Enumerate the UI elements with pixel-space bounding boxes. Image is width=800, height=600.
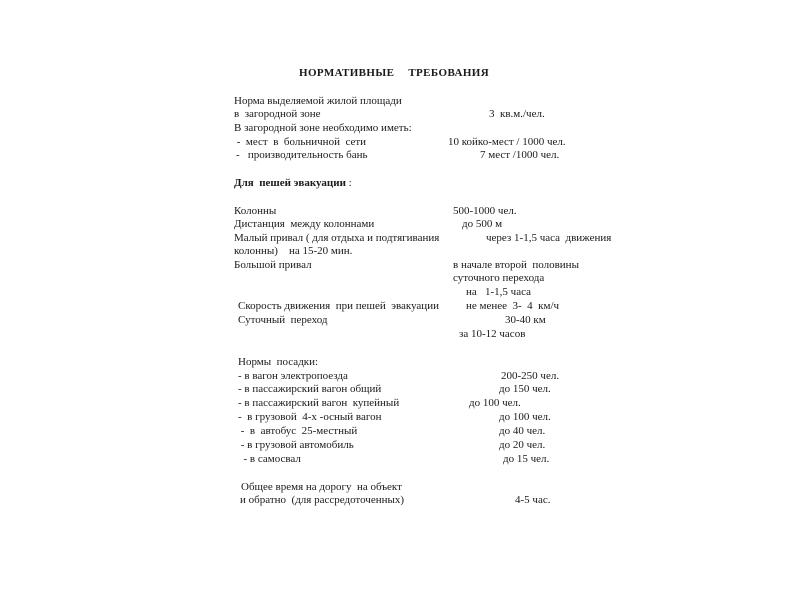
small-halt-continuation: колонны) на 15-20 мин. (234, 245, 353, 257)
daily-march-value-2: за 10-12 часов (459, 328, 526, 340)
boarding-row-label: - в вагон электропоезда (238, 370, 348, 382)
housing-line-2-label: в загородной зоне (234, 108, 321, 120)
evacuation-heading-rest: : (345, 177, 352, 189)
distance-value: до 500 м (462, 218, 503, 230)
speed-value: не менее 3- 4 км/ч (466, 300, 560, 312)
evacuation-heading-bold: Для пешей эвакуации (234, 177, 346, 189)
boarding-row-value: до 150 чел. (499, 383, 551, 395)
total-time-line-1: Общее время на дорогу на объект (241, 481, 402, 493)
housing-line-4-value: 10 койко-мест / 1000 чел. (448, 136, 566, 148)
speed-label: Скорость движения при пешей эвакуации (238, 300, 439, 312)
daily-march-value-1: 30-40 км (505, 314, 546, 326)
small-halt-label: Малый привал ( для отдыха и подтягивания (234, 232, 440, 244)
housing-line-4-label: - мест в больничной сети (234, 136, 367, 148)
big-halt-label: Большой привал (234, 259, 312, 271)
boarding-row-label: - в пассажирский вагон купейный (238, 397, 400, 409)
boarding-row-value: 200-250 чел. (501, 370, 560, 382)
daily-march-label: Суточный переход (238, 314, 328, 326)
boarding-row-value: до 100 чел. (499, 411, 551, 423)
boarding-row-label: - в пассажирский вагон общий (238, 383, 382, 395)
housing-line-5-value: 7 мест /1000 чел. (480, 149, 560, 161)
big-halt-value-2: суточного перехода (453, 272, 545, 284)
housing-line-3: В загородной зоне необходимо иметь: (234, 122, 412, 134)
boarding-row-value: до 40 чел. (499, 425, 546, 437)
big-halt-value-1: в начале второй половины (453, 259, 579, 271)
boarding-row-label: - в автобус 25-местный (238, 425, 358, 437)
boarding-row-value: до 20 чел. (499, 439, 546, 451)
big-halt-value-3: на 1-1,5 часа (466, 286, 531, 298)
boarding-row-label: - в самосвал (238, 453, 301, 465)
title-word-2: ТРЕБОВАНИЯ (408, 67, 490, 79)
total-time-line-2-value: 4-5 час. (515, 494, 551, 506)
boarding-heading: Нормы посадки: (238, 356, 319, 368)
evacuation-heading (234, 177, 352, 190)
housing-line-5-label: - производительность бань (236, 149, 368, 161)
boarding-row-label: - в грузовой 4-х -осный вагон (238, 411, 382, 423)
columns-label: Колонны (234, 205, 277, 217)
title-word-1: НОРМАТИВНЫЕ (299, 67, 395, 79)
boarding-row-value: до 15 чел. (503, 453, 550, 465)
boarding-row-label: - в грузовой автомобиль (238, 439, 354, 451)
page-title (299, 67, 489, 79)
total-time-line-2-label: и обратно (для рассредоточенных) (240, 494, 405, 506)
boarding-row-value: до 100 чел. (469, 397, 521, 409)
small-halt-value: через 1-1,5 часа движения (486, 232, 612, 244)
housing-line-1: Норма выделяемой жилой площади (234, 95, 402, 107)
housing-line-2-value: 3 кв.м./чел. (489, 108, 545, 120)
distance-label: Дистанция между колоннами (234, 218, 375, 230)
columns-value: 500-1000 чел. (453, 205, 517, 217)
